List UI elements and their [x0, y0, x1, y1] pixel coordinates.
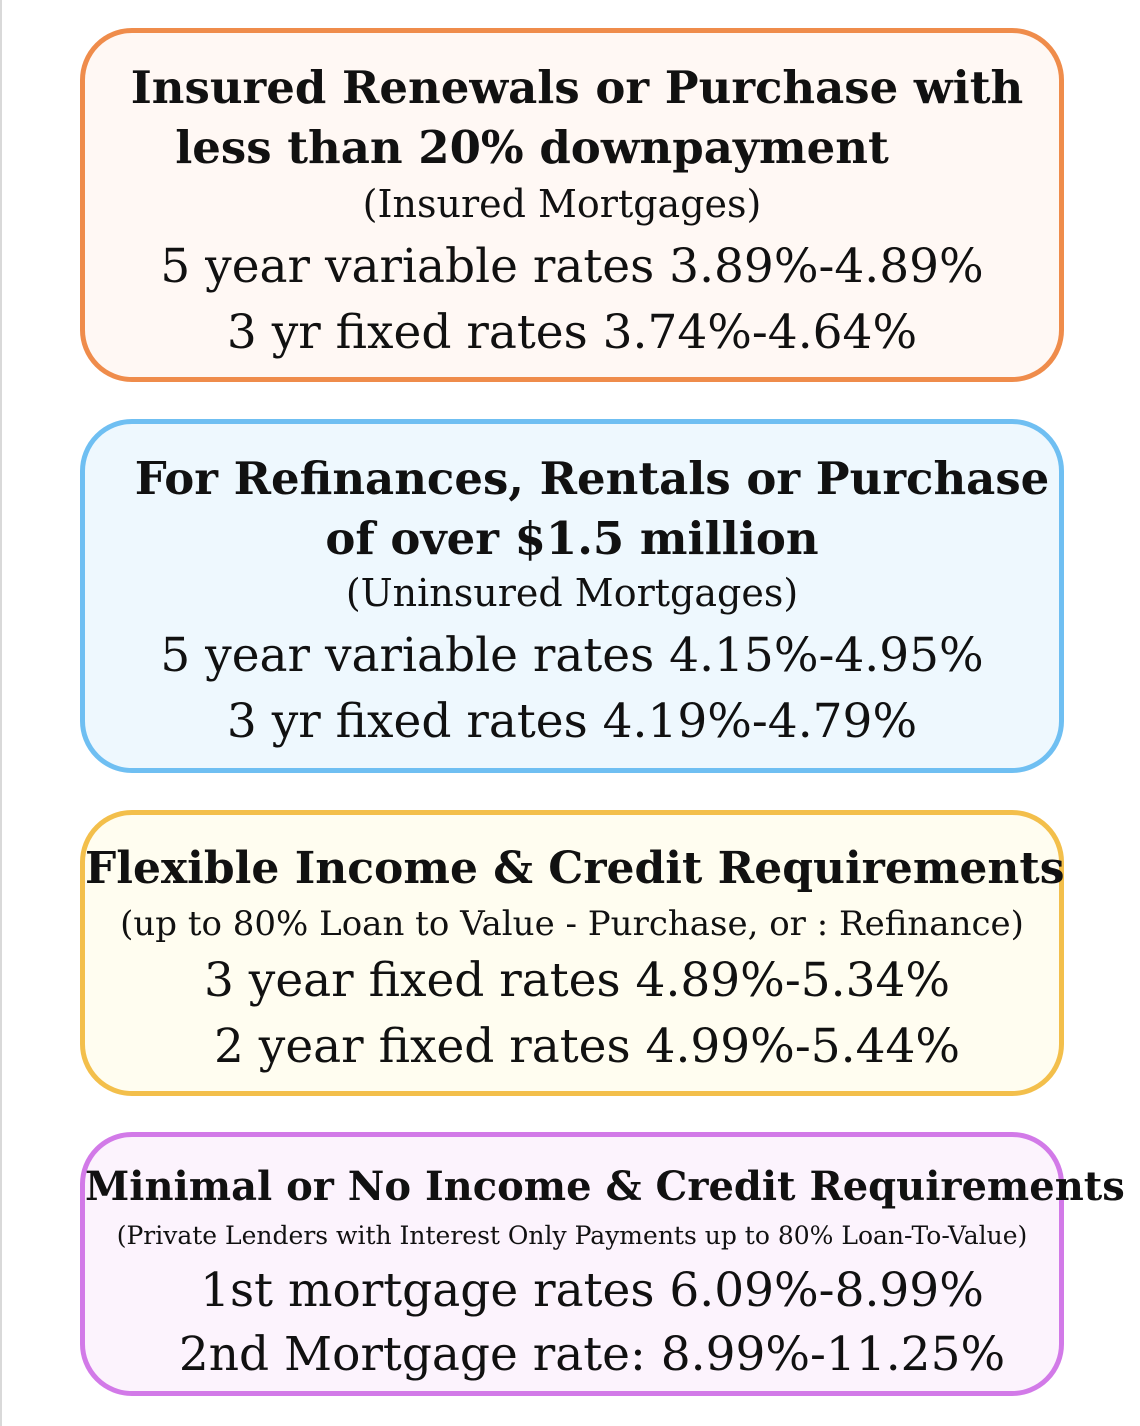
card-title: Flexible Income & Credit Requirements [85, 843, 1065, 894]
card-title-line2: less than 20% downpayment [175, 121, 889, 174]
second-mortgage-rate-line: 2nd Mortgage rate: 8.99%-11.25% [178, 1327, 1006, 1382]
card-subtitle: (Uninsured Mortgages) [345, 571, 799, 615]
card-title-line2: of over $1.5 million [325, 512, 819, 565]
card-title: Minimal or No Income & Credit Requirements [85, 1163, 1125, 1210]
left-edge-divider [0, 0, 2, 1426]
private-lenders-card [80, 1132, 1125, 1396]
insured-mortgages-card [80, 28, 1064, 382]
uninsured-mortgages-card [80, 419, 1064, 773]
card-subtitle: (Private Lenders with Interest Only Payments up to 80% Loan-To-Value) [116, 1221, 1028, 1250]
two-year-fixed-rate-line: 2 year fixed rates 4.99%-5.44% [213, 1019, 961, 1074]
three-year-fixed-rate-line: 3 year fixed rates 4.89%-5.34% [203, 953, 951, 1008]
card-title-line1: For Refinances, Rentals or Purchase [134, 452, 1050, 505]
fixed-rate-line: 3 yr fixed rates 4.19%-4.79% [226, 694, 918, 749]
first-mortgage-rate-line: 1st mortgage rates 6.09%-8.99% [200, 1263, 984, 1318]
variable-rate-line: 5 year variable rates 3.89%-4.89% [160, 239, 984, 294]
card-title-line1: Insured Renewals or Purchase with [130, 61, 1024, 114]
flexible-credit-card [80, 810, 1064, 1096]
card-subtitle: (up to 80% Loan to Value - Purchase, or : Refinance) [120, 904, 1024, 944]
fixed-rate-line: 3 yr fixed rates 3.74%-4.64% [226, 305, 918, 360]
card-subtitle: (Insured Mortgages) [362, 182, 762, 226]
variable-rate-line: 5 year variable rates 4.15%-4.95% [160, 628, 984, 683]
